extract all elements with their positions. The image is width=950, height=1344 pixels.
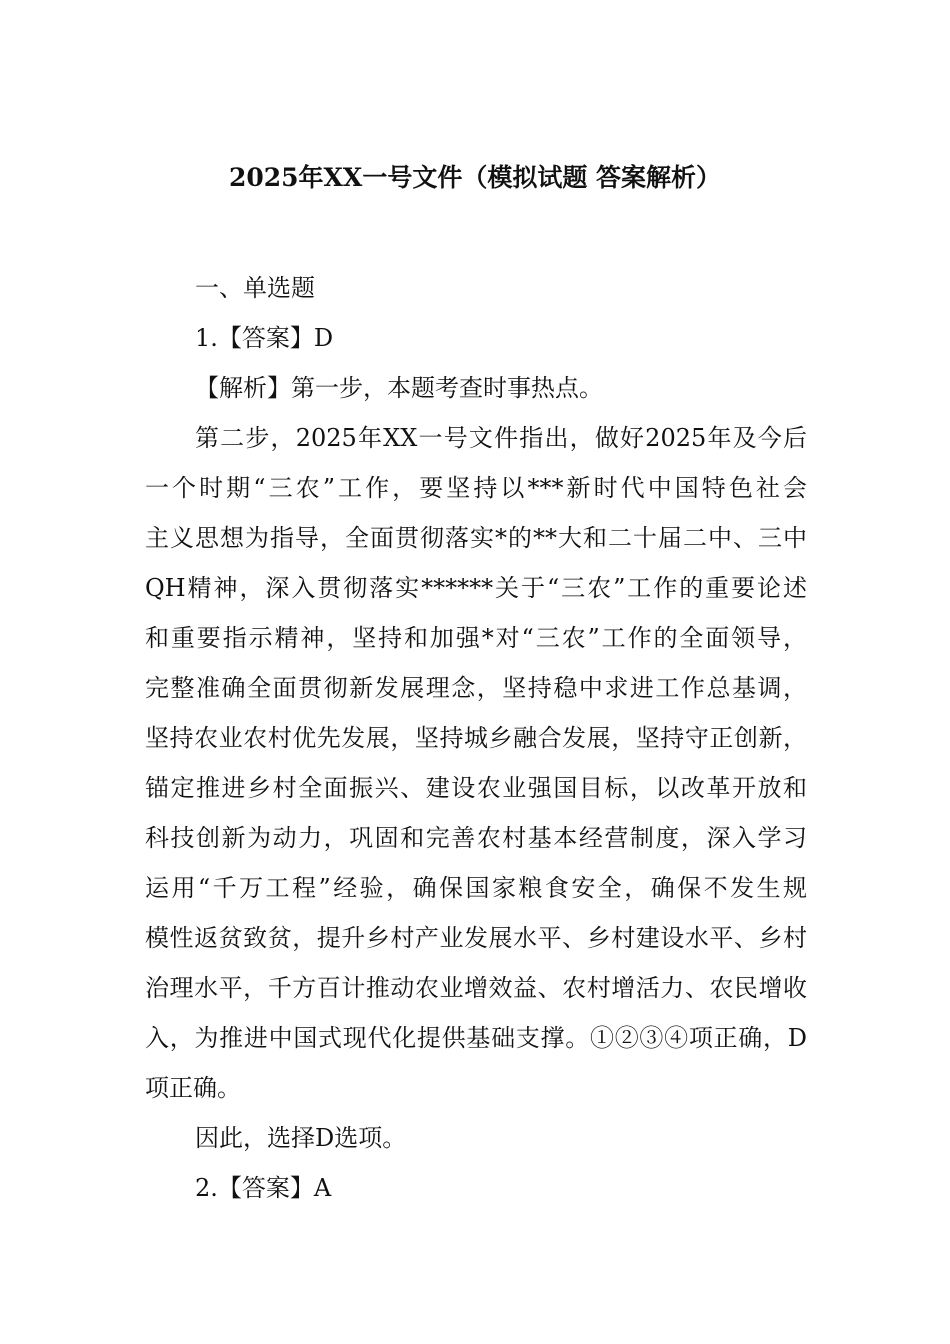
q1-analysis-step1: 【解析】第一步，本题考查时事热点。 — [195, 374, 603, 402]
paragraph-line: 一个时期“三农”工作，要坚持以***新时代中国特色社会 — [145, 474, 807, 502]
paragraph-line: 和重要指示精神，坚持和加强*对“三农”工作的全面领导， — [145, 624, 807, 652]
paragraph-line: QH精神，深入贯彻落实******关于“三农”工作的重要论述 — [145, 574, 807, 602]
paragraph-line: 模性返贫致贫，提升乡村产业发展水平、乡村建设水平、乡村 — [145, 924, 807, 952]
paragraph-line: 坚持农业农村优先发展，坚持城乡融合发展，坚持守正创新， — [145, 724, 807, 752]
paragraph-line: 完整准确全面贯彻新发展理念，坚持稳中求进工作总基调， — [145, 674, 807, 702]
paragraph-line: 锚定推进乡村全面振兴、建设农业强国目标，以改革开放和 — [145, 774, 807, 802]
q2-answer: 2.【答案】A — [195, 1174, 332, 1202]
section-heading: 一、单选题 — [195, 274, 315, 302]
q1-conclusion: 因此，选择D选项。 — [195, 1124, 407, 1152]
paragraph-line: 科技创新为动力，巩固和完善农村基本经营制度，深入学习 — [145, 824, 807, 852]
paragraph-line: 项正确。 — [145, 1074, 241, 1102]
paragraph-line: 主义思想为指导，全面贯彻落实*的**大和二十届二中、三中 — [145, 524, 807, 552]
paragraph-line: 运用“千万工程”经验，确保国家粮食安全，确保不发生规 — [145, 874, 807, 902]
document-title: 2025年XX一号文件（模拟试题 答案解析） — [228, 163, 722, 192]
q1-answer: 1.【答案】D — [195, 324, 334, 352]
paragraph-line: 第二步，2025年XX一号文件指出，做好2025年及今后 — [195, 424, 807, 452]
paragraph-line: 入，为推进中国式现代化提供基础支撑。①②③④项正确，D — [145, 1024, 807, 1052]
paragraph-line: 治理水平，千方百计推动农业增效益、农村增活力、农民增收 — [145, 974, 807, 1002]
